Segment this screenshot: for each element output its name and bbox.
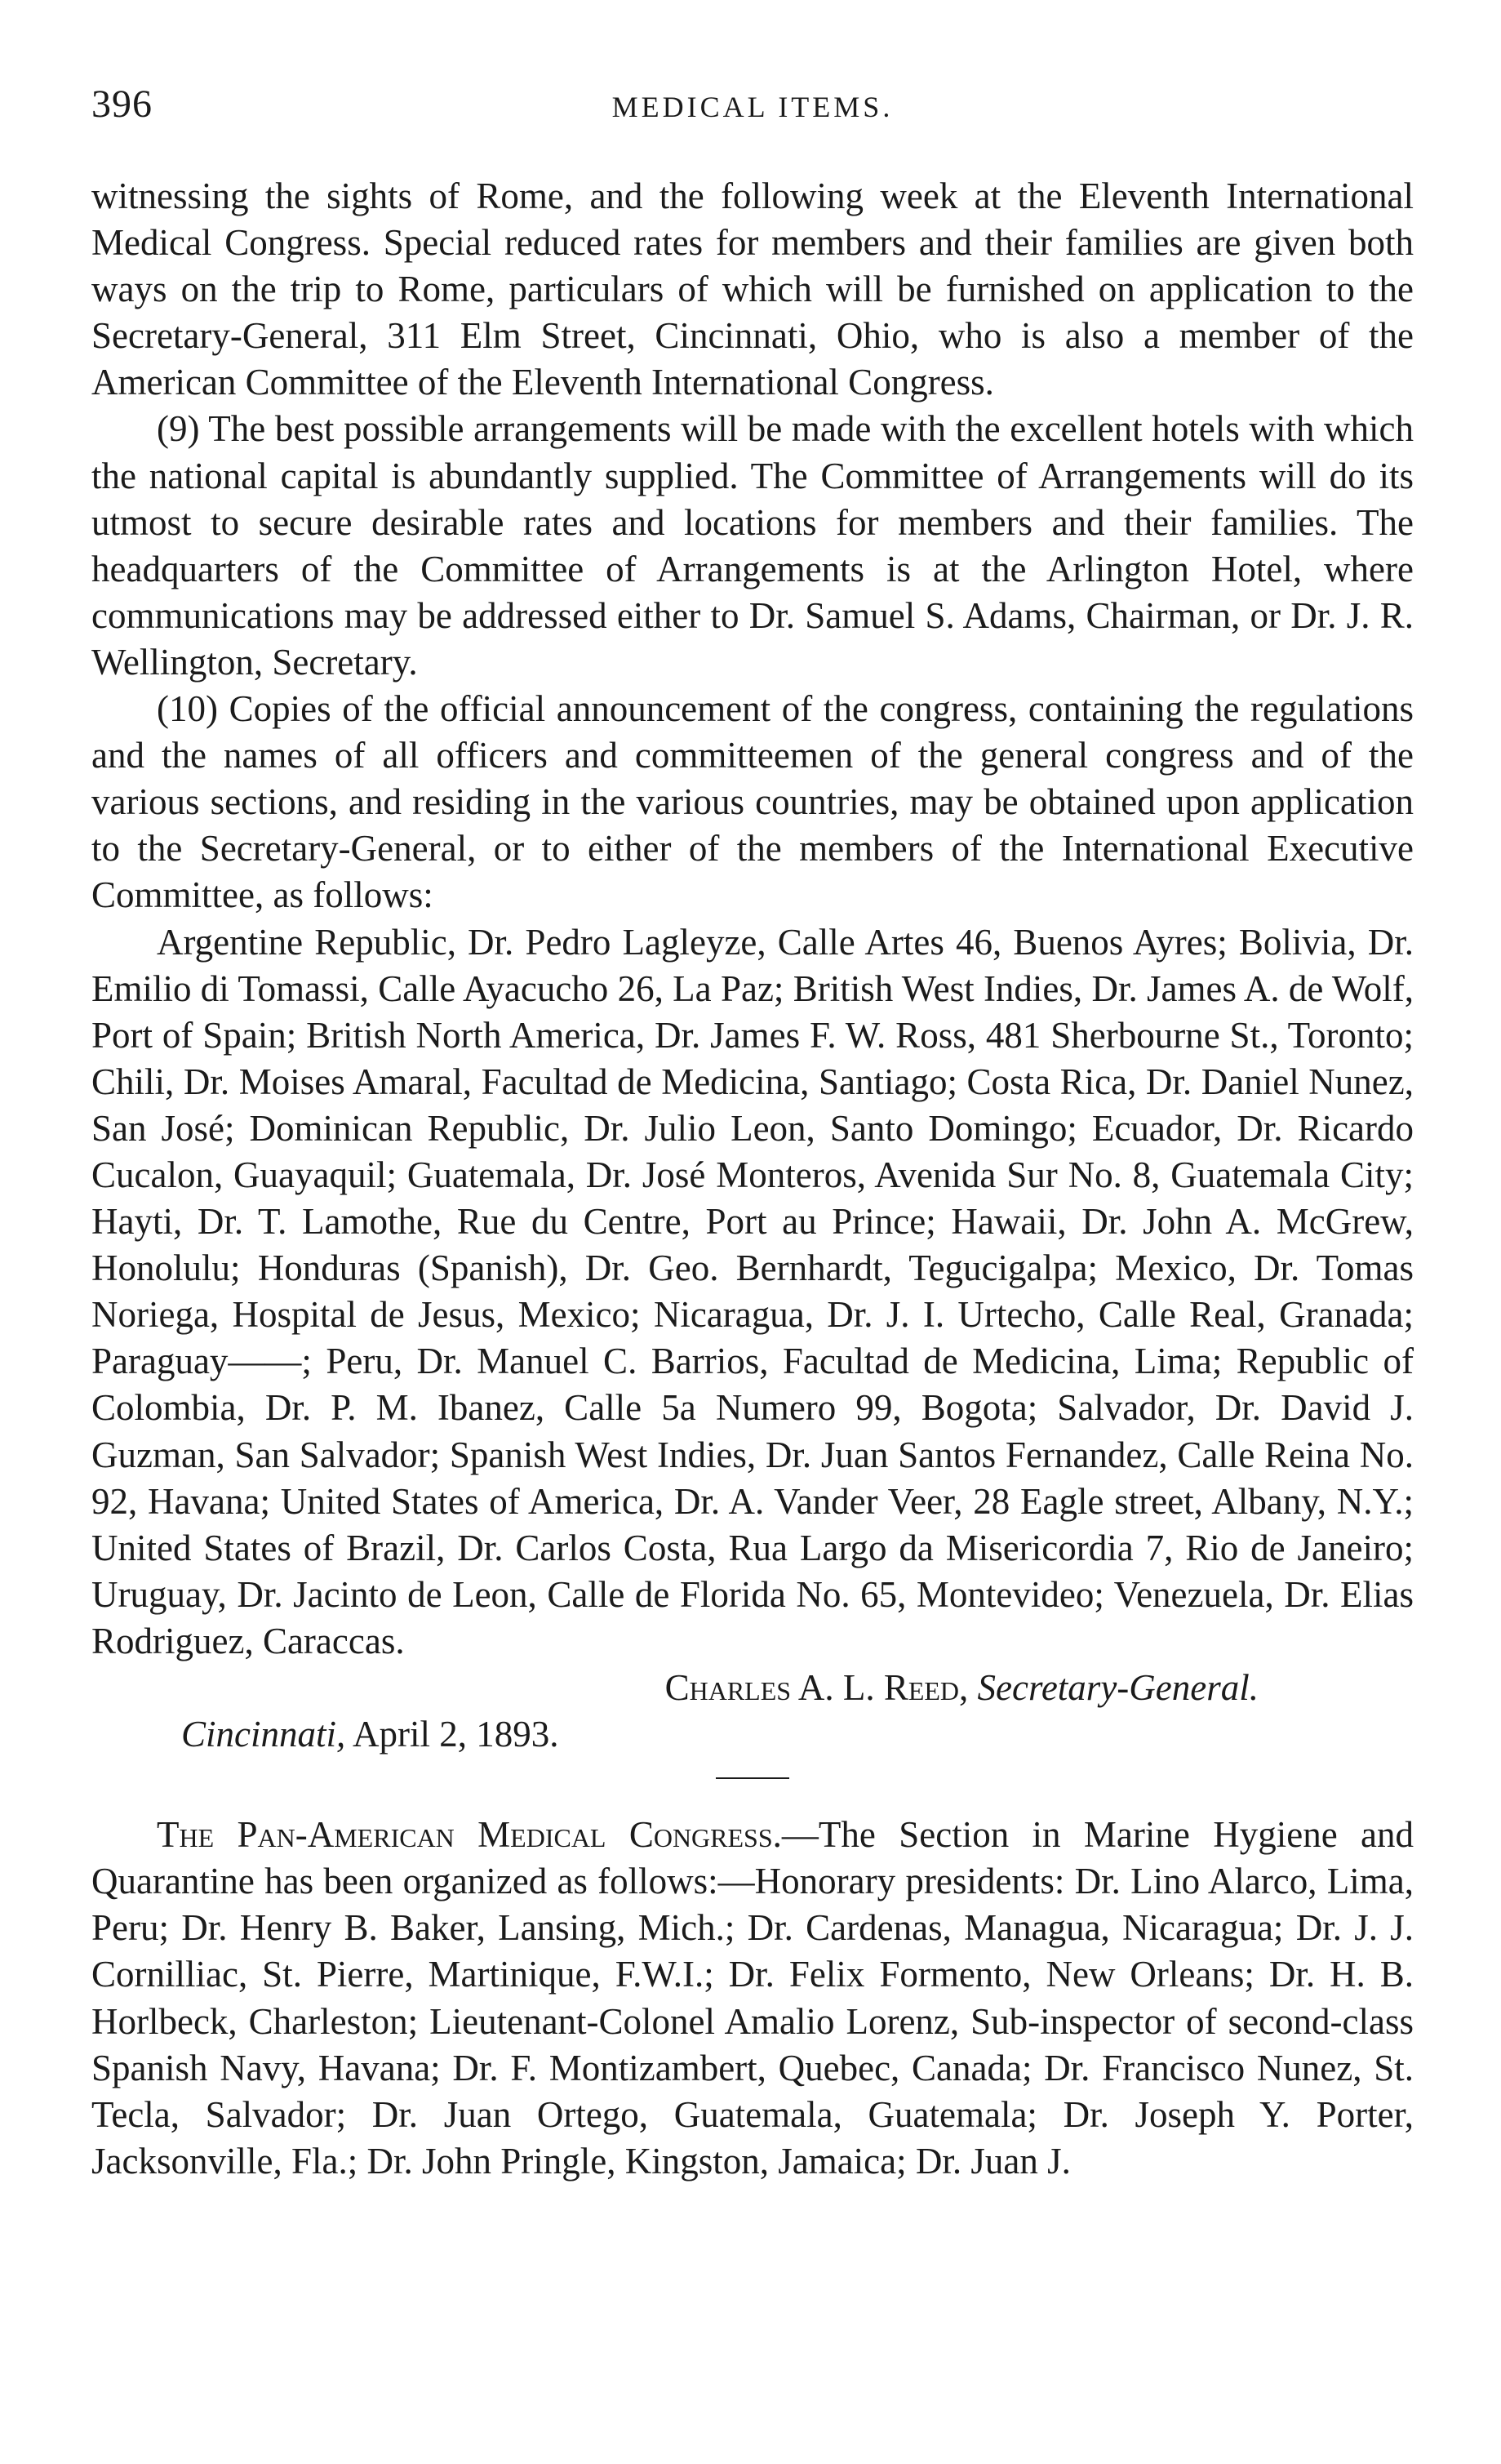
pan-american-paragraph — [91, 1812, 1414, 2185]
place: Cincinnati, — [181, 1714, 346, 1755]
page-number: 396 — [91, 82, 153, 126]
section-text: —The Section in Marine Hygiene and Quarantine has been organized as follows:—Honorary presidents: Dr. Lino Alarco, Lima, Peru; Dr. Henry B. Baker, Lansing, Mich.; Dr. Cardenas, Managua, Nicaragua; Dr. J. J. Cornilliac, St. Pierre, Martinique, F.W.I.; Dr. Felix Formento, New Orleans; Dr. H. B. Horlbeck, Charleston; Lieutenant-Colonel Amalio Lorenz, Sub-inspector of second-class Spanish Navy, Havana; Dr. F. Montizambert, Quebec, Canada; Dr. Francisco Nunez, St. Tecla, Salvador; Dr. Juan Ortego, Guatemala, Guatemala; Dr. Joseph Y. Porter, Jacksonville, Fla.; Dr. John Pringle, Kingston, Jamaica; Dr. Juan J. — [91, 1814, 1414, 2182]
signature-name: Charles A. L. Reed, — [664, 1667, 969, 1708]
place-date-line — [91, 1711, 1414, 1758]
paragraph-continued: witnessing the sights of Rome, and the following week at the Eleventh International Medical Congress. Special reduced rates for members and their families are given both ways on the trip to Rome, particulars of which will be furnished on application to the Secretary-General, 311 Elm Street, Cincinnati, Ohio, who is also a member of the American Committee of the Eleventh International Congress. — [91, 176, 1414, 403]
running-head: MEDICAL ITEMS. — [611, 91, 894, 123]
committee-list: Argentine Republic, Dr. Pedro Lagleyze, Calle Artes 46, Buenos Ayres; Bolivia, Dr. Emilio di Tomassi, Calle Ayacucho 26, La Paz; British West Indies, Dr. James A. de Wolf, Port of Spain; British North America, Dr. James F. W. Ross, 481 Sherbourne St., Toronto; Chili, Dr. Moises Amaral, Facultad de Medicina, Santiago; Costa Rica, Dr. Daniel Nunez, San José; Dominican Republic, Dr. Julio Leon, Santo Domingo; Ecuador, Dr. Ricardo Cucalon, Guayaquil; Guatemala, Dr. José Monteros, Avenida Sur No. 8, Guatemala City; Hayti, Dr. T. Lamothe, Rue du Centre, Port au Prince; Hawaii, Dr. John A. McGrew, Honolulu; Honduras (Spanish), Dr. Geo. Bernhardt, Tegucigalpa; Mexico, Dr. Tomas Noriega, Hospital de Jesus, Mexico; Nicaragua, Dr. J. I. Urtecho, Calle Real, Granada; Paraguay——; Peru, Dr. Manuel C. Barrios, Facultad de Medicina, Lima; Republic of Colombia, Dr. P. M. Ibanez, Calle 5a Numero 99, Bogota; Salvador, Dr. David J. Guzman, San Salvador; Spanish West Indies, Dr. Juan Santos Fernandez, Calle Reina No. 92, Havana; United States of America, Dr. A. Vander Veer, 28 Eagle street, Albany, N.Y.; United States of Brazil, Dr. Carlos Costa, Rua Largo da Misericordia 7, Rio de Janeiro; Uruguay, Dr. Jacinto de Leon, Calle de Florida No. 65, Montevideo; Venezuela, Dr. Elias Rodriguez, Caraccas. — [91, 921, 1414, 1661]
signature-title: Secretary-General. — [977, 1667, 1259, 1708]
section-divider — [716, 1777, 789, 1779]
paragraph-10: (10) Copies of the official announcement of the congress, containing the regulations and the names of all officers and committeemen of the general congress and of the various sections, and residing in the various countries, may be obtained upon application to the Secretary-General, or to either of the members of the International Executive Committee, as follows: — [91, 688, 1414, 916]
paragraph-9: (9) The best possible arrangements will be made with the excellent hotels with which the national capital is abundantly supplied. The Committee of Arrangements will do its utmost to secure desirable rates and locations for members and their families. The headquarters of the Committee of Arrangements is at the Arlington Hotel, where communications may be addressed either to Dr. Samuel S. Adams, Chairman, or Dr. J. R. Wellington, Secretary. — [91, 408, 1414, 683]
section-title: The Pan-American Medical Congress. — [157, 1814, 782, 1856]
date: April 2, 1893. — [353, 1714, 559, 1755]
page-header — [91, 82, 1414, 131]
signature-line — [91, 1665, 1414, 1711]
page-body — [91, 173, 1414, 2185]
